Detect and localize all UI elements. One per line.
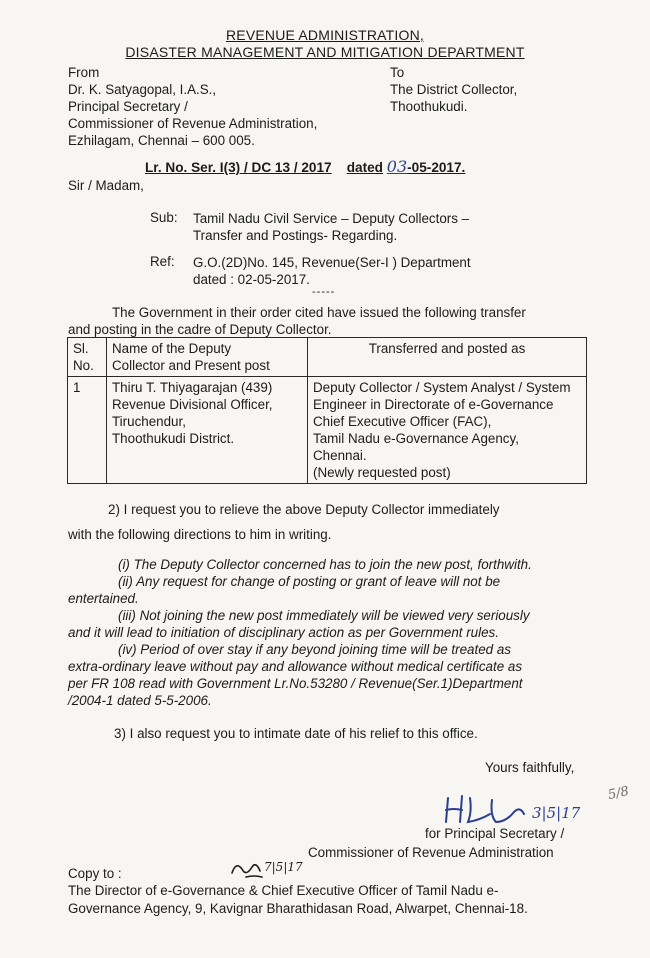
- table-header-row: [68, 338, 587, 377]
- header-text: Sl.: [73, 341, 89, 356]
- table-row: [68, 377, 587, 484]
- copy-initials: [226, 855, 316, 883]
- signatory-line2: Commissioner of Revenue Administration: [308, 845, 554, 860]
- salutation: Sir / Madam,: [68, 178, 144, 193]
- direction-ii: [68, 573, 588, 607]
- direction-i: [68, 556, 588, 573]
- header-posted-as: [308, 338, 587, 377]
- letter-reference: [145, 157, 465, 176]
- transfer-table: [67, 337, 587, 484]
- cell-line: Chief Executive Officer (FAC),: [313, 414, 492, 429]
- paragraph-line: The Government in their order cited have issued the following transfer: [112, 305, 526, 320]
- direction-line: and it will lead to initiation of disciplinary action as per Government rules.: [68, 625, 499, 640]
- reference-label: Ref:: [150, 254, 175, 269]
- cell-line: Tiruchendur,: [112, 414, 186, 429]
- signature-date: 3|5|17: [532, 804, 581, 822]
- direction-line: (i) The Deputy Collector concerned has to join the new post, forthwith.: [118, 557, 532, 572]
- copy-to-line2: Governance Agency, 9, Kavignar Bharathidasan Road, Alwarpet, Chennai-18.: [68, 901, 528, 916]
- reference-line: dated : 02-05-2017.: [193, 272, 310, 287]
- cell-line: Engineer in Directorate of e-Governance: [313, 397, 554, 412]
- direction-line: /2004-1 dated 5-5-2006.: [68, 693, 212, 708]
- from-line: Principal Secretary /: [68, 99, 188, 114]
- subject-line: Transfer and Postings- Regarding.: [193, 228, 398, 243]
- header-text: No.: [73, 358, 94, 373]
- header-name: [107, 338, 308, 377]
- letter-number: Lr. No. Ser. I(3) / DC 13 / 2017: [145, 160, 332, 175]
- closing: Yours faithfully,: [485, 760, 575, 775]
- direction-line: entertained.: [68, 591, 139, 606]
- cell-line: Chennai.: [313, 448, 367, 463]
- cell-line: Thiru T. Thiyagarajan (439): [112, 380, 273, 395]
- department-header-line1: REVENUE ADMINISTRATION,: [225, 27, 425, 43]
- paragraph-3: 3) I also request you to intimate date of his relief to this office.: [114, 726, 478, 741]
- to-block: [390, 64, 517, 115]
- cell-line: Deputy Collector / System Analyst / System: [313, 380, 571, 395]
- header-text: Name of the Deputy: [112, 341, 232, 356]
- copy-initials-date: 7|5|17: [264, 860, 303, 874]
- copy-to-label: Copy to :: [68, 866, 122, 881]
- subject-label: Sub:: [150, 210, 178, 225]
- to-line: Thoothukudi.: [390, 99, 468, 114]
- from-line: Commissioner of Revenue Administration,: [68, 116, 318, 131]
- from-line: Ezhilagam, Chennai – 600 005.: [68, 133, 255, 148]
- cell-sl: 1: [68, 377, 107, 484]
- handwritten-day: 03: [386, 157, 408, 176]
- paragraph-2-line2: with the following directions to him in writing.: [68, 527, 332, 542]
- header-sl: [68, 338, 107, 377]
- cell-name: [107, 377, 308, 484]
- direction-line: (ii) Any request for change of posting or grant of leave will not be: [118, 574, 501, 589]
- to-label: To: [390, 65, 405, 80]
- subject-text: [193, 210, 469, 244]
- header-text: Collector and Present post: [112, 358, 270, 373]
- paragraph-2-line1: 2) I request you to relieve the above Deputy Collector immediately: [108, 502, 500, 517]
- margin-note: 5/8: [606, 783, 631, 804]
- from-line: Dr. K. Satyagopal, I.A.S.,: [68, 82, 217, 97]
- reference-text: [193, 254, 471, 288]
- reference-line: G.O.(2D)No. 145, Revenue(Ser-I ) Department: [193, 255, 471, 270]
- cell-line: Tamil Nadu e-Governance Agency,: [313, 431, 519, 446]
- direction-line: (iii) Not joining the new post immediately will be viewed very seriously: [118, 608, 530, 623]
- signatory-line1: for Principal Secretary /: [425, 826, 565, 841]
- direction-iv: [68, 641, 588, 709]
- cell-posted-as: [308, 377, 587, 484]
- from-label: From: [68, 65, 100, 80]
- cell-line: (Newly requested post): [313, 465, 451, 480]
- direction-line: per FR 108 read with Government Lr.No.53280 / Revenue(Ser.1)Department: [68, 676, 523, 691]
- direction-line: (iv) Period of over stay if any beyond joining time will be treated as: [118, 642, 511, 657]
- department-header-line2: DISASTER MANAGEMENT AND MITIGATION DEPARTMENT: [125, 44, 525, 60]
- cell-line: Thoothukudi District.: [112, 431, 235, 446]
- subject-line: Tamil Nadu Civil Service – Deputy Collectors –: [193, 211, 470, 226]
- separator: -----: [312, 286, 336, 298]
- direction-line: extra-ordinary leave without pay and allowance without medical certificate as: [68, 659, 523, 674]
- paragraph-1: [68, 304, 588, 338]
- paragraph-line: and posting in the cadre of Deputy Collector.: [68, 322, 332, 337]
- letter-date-rest: -05-2017.: [407, 160, 466, 175]
- direction-iii: [68, 607, 588, 641]
- dated-label: dated: [346, 160, 383, 175]
- to-line: The District Collector,: [390, 82, 518, 97]
- cell-line: Revenue Divisional Officer,: [112, 397, 273, 412]
- from-block: [68, 64, 317, 149]
- header-text: Transferred and posted as: [368, 341, 526, 356]
- copy-to-line1: The Director of e-Governance & Chief Executive Officer of Tamil Nadu e-: [68, 883, 499, 898]
